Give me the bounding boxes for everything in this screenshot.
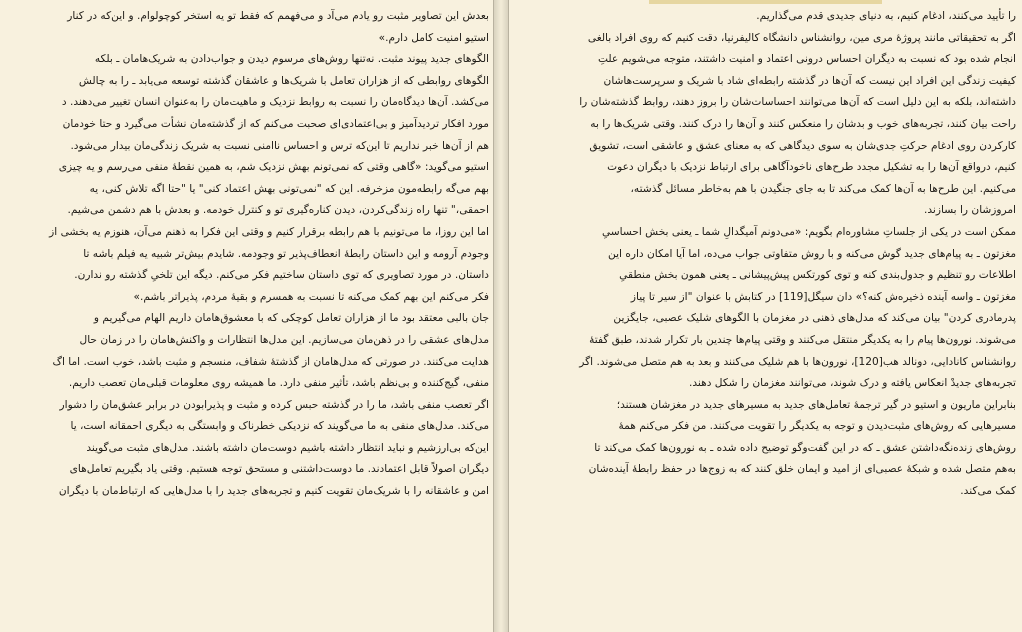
left-page-line: داستان. در مورد تصاویری که توی داستان ساختیم فکر می‌کنم. دیگه این تلخیِ گذشته رو ندارن. — [74, 269, 489, 282]
left-page-line: مدل‌های عشقی را در ذهن‌مان می‌سازیم. این مدل‌ها انتظارات و واکنش‌هامان را در زمان حال — [79, 333, 489, 346]
left-page-line: فکر می‌کنم این بهم کمک می‌کنه تا نسبت به همسرم و بقیهٔ مردم، پذیراتر باشم.» — [133, 290, 489, 303]
right-page-line: امروزشان را بسازند. — [924, 204, 1016, 217]
right-page-line: کیفیت زندگی این افراد این نیست که آن‌ها در گذشته رابطه‌ای شاد با شریک و سرپرست‌هاشان — [603, 74, 1016, 87]
right-page-line: مغزتون ـ به پیام‌های جدید گوش می‌کنه و با روش متفاوتی جواب می‌ده، اما آیا امکان داره این — [608, 247, 1016, 260]
left-page-line: اما این روزا، ما می‌تونیم با هم رابطه برقرار کنیم و وقتی این فکرا به ذهنم می‌آن، هنوزم یه بخشی از — [49, 225, 489, 238]
right-page-line: کمک می‌کند. — [960, 485, 1016, 498]
left-page-line: وجودم آرومه و این داستان رابطهٔ انعطاف‌پذیر تو وجودمه. شایدم بیش‌تر شبیه یه فیلم باشه تا — [83, 247, 489, 260]
left-page-line: استیو امنیت کامل دارم.» — [378, 31, 489, 44]
right-page-line: داشته‌اند، بلکه به این دلیل است که آن‌ها می‌توانند احساسات‌شان را بروز دهند، روابط گذشته‌شان را — [579, 96, 1016, 109]
right-page-line: اطلاعات رو تنظیم و جدول‌بندی کنه و توی کورتکس پیش‌پیشانی ـ یعنی همون بخش منطقیِ — [619, 269, 1016, 282]
right-page-line: تجربه‌های جدیدْ انعکاس یافته و درک شوند، می‌توانند مغزمان را شکل دهند. — [689, 377, 1016, 390]
right-page-text — [516, 6, 1016, 503]
right-page-line: را تأیید می‌کنند، ادغام کنیم، به دنیای جدیدی قدم می‌گذاریم. — [756, 10, 1016, 22]
left-page-line: الگوهای جدید پیوند مثبت. نه‌تنها روش‌های مرسوم دیدن و جواب‌دادن به شریک‌هامان ـ بلکه — [94, 53, 489, 66]
left-page-line: جان بالبی معتقد بود ما از هزاران تعامل کوچکی که با معشوق‌هامان داریم الهام می‌گیریم و — [93, 312, 489, 325]
right-page-line: می‌کنیم. این طرح‌ها به آن‌ها کمک می‌کند تا به جای جنگیدن با هم به‌خاطر مسائل گذشته، — [630, 182, 1016, 195]
left-page-line: می‌کند. مدل‌های منفی به ما می‌گویند که نزدیکی خطرناک و وابستگی به دیگری احمقانه است، یا — [70, 420, 489, 433]
right-page-line: مغزتون ـ واسه آینده ذخیره‌ش کنه؟» دان سیگل[119] در کتابش با عنوان "از سیر تا پیاز — [630, 290, 1016, 303]
left-page-line: استیو می‌گوید: «گاهی وقتی که نمی‌تونم بهش نزدیک شم، به همین نقطهٔ منفی می‌رسم و یه چیزی — [58, 161, 489, 174]
right-page-line: کنیم، درواقع آن‌ها را به تشکیل مجدد طرح‌های ناخودآگاهی برای ارتباط نزدیک با دیگران دعوت — [607, 161, 1016, 174]
right-page-line: مسیرهایی که روش‌های مثبت‌دیدن و توجه به یکدیگر را تقویت می‌کنند. من فکر می‌کنم همهٔ — [618, 420, 1016, 433]
right-page-line: ممکن است در یکی از جلساتِ مشاوره‌ام بگویم: «می‌دونم آمیگدالِ شما ـ یعنی بخش احساسیِ — [601, 225, 1016, 238]
left-page — [0, 0, 494, 632]
right-page-line: روانشناس کانادایی، دونالد هب[120]، نورون‌ها با هم شلیک می‌کنند و بعد به هم متصل می‌شوند. اگر — [579, 355, 1016, 368]
left-page-text — [0, 6, 489, 503]
left-page-line: هدایت می‌کنند. در صورتی که مدل‌هامان از گذشتهٔ شفاف، منسجم و مثبت باشد، خوب است. اما اگ — [52, 355, 489, 368]
left-page-line: این‌که بی‌ارزشیم و نباید انتظار داشته باشیم دوست‌مان داشته باشند. مدل‌های مثبت می‌گویند — [86, 441, 489, 454]
header-strip — [649, 0, 882, 4]
left-page-line: بهم می‌گه رابطه‌مون مزخرفه. این که "نمی‌تونی بهش اعتماد کنی" یا "حتا اگه تلاش کنی، یه — [89, 182, 489, 195]
right-page-line: کارکردن روی ادغام حرکتِ جدی‌شان به سوی دیدگاهی که به معنای عشق و عاشقی است، تشویق — [589, 139, 1016, 152]
right-page-line: اگر به تحقیقاتی مانند پروژهٔ مری مین، روانشناس دانشگاه کالیفرنیا، دقت کنیم که روی افراد بالغی — [587, 31, 1016, 44]
left-page-line: می‌کشد. آن‌ها دیدگاه‌مان را نسبت به روابط نزدیک و ماهیت‌مان را به‌عنوان انسان تغییر می‌دهند. د — [61, 96, 489, 109]
right-page-line: بنابراین ماریون و استیو در گیر ترجمهٔ تعامل‌های جدید به مسیرهای جدید در مغزشان هستند؛ — [616, 398, 1016, 411]
book-spine — [494, 0, 508, 632]
right-page-line: راحت بیان کنند، تجربه‌های خوب و بدشان را منعکس کنند و آن‌ها را درک کنند. وقتی شریک‌ها را به — [590, 117, 1016, 130]
left-page-line: بعد‌ش این تصاویر مثبت رو یادم می‌آد و می‌فهمم که فقط تو یه استخر کوچولوام. و این‌که در کنار — [67, 10, 489, 22]
right-page-line: انجام شده بود که نسبت به دیگران احساس درونی اعتماد و امنیت داشتند، متوجه می‌شویم علتِ — [597, 53, 1016, 66]
left-page-line: امن و عاشقانه را با شریک‌مان تقویت کنیم و تجربه‌های جدید را با مدل‌هایی که ارتباط‌مان با دیگران — [58, 485, 489, 498]
left-page-line: منفی، گیج‌کننده و بی‌نظم باشد، تأثیر منفی دارد. ما همیشه روی معلومات قبلی‌مان تعصب داریم. — [68, 377, 489, 390]
right-page-line: پدرمادری کردن" بیان می‌کند که مدل‌های ذهنی در مغزمان با الگوهای شلیک عصبی، جایگزین — [613, 312, 1016, 325]
right-page-line: می‌شوند. نورون‌ها پیام را به یکدیگر منتقل می‌کنند و وقتی پیام‌ها چندین بار تکرار شدند، طبق گفتهٔ — [589, 333, 1016, 346]
left-page-line: دیگران اصولاً قابل اعتمادند. ما دوست‌داشتنی و مستحق توجه هستیم. وقتی یاد بگیریم تعامل‌های — [69, 463, 489, 476]
left-page-line: هم از آن‌ها خبر نداریم تا این‌که ترس و احساس ناامنی نسبت به شریک زندگی‌مان بیدار می‌شود. — [70, 139, 489, 152]
right-page-line: روش‌های زنده‌نگه‌داشتن عشق ـ که در این گفت‌وگو توضیح داده شده ـ به نورون‌ها کمک می‌کند تا — [594, 441, 1016, 454]
left-page-line: مورد افکار تردیدآمیز و بی‌اعتمادی‌ای صحبت می‌کنم که از گذشته‌مان نشأت می‌گیرد و حتا خودمان — [62, 117, 489, 130]
left-page-line: اگر تعصب منفی باشد، ما را در گذشته حبس کرده و مثبت و پذیرابودن در برابر عشق‌مان را دشوار — [59, 398, 489, 411]
right-page — [508, 0, 1022, 632]
left-page-line: احمقی،" تنها راه زندگی‌کردن، دیدن کناره‌گیری تو و کنترل خودمه. و بعدش با هم دشمن می‌شیم. — [67, 204, 489, 217]
left-page-line: الگوهای روابطی که از هزاران تعامل با شریک‌ها و عاشقان گذشته توسعه می‌یابد ـ را به چالش — [78, 74, 489, 87]
right-page-line: به‌هم متصل شده و شبکهٔ عصبی‌ای از امید و ایمان خلق کنند که به زوج‌ها در حفظ رابطهٔ آینده‌شان — [588, 463, 1016, 476]
